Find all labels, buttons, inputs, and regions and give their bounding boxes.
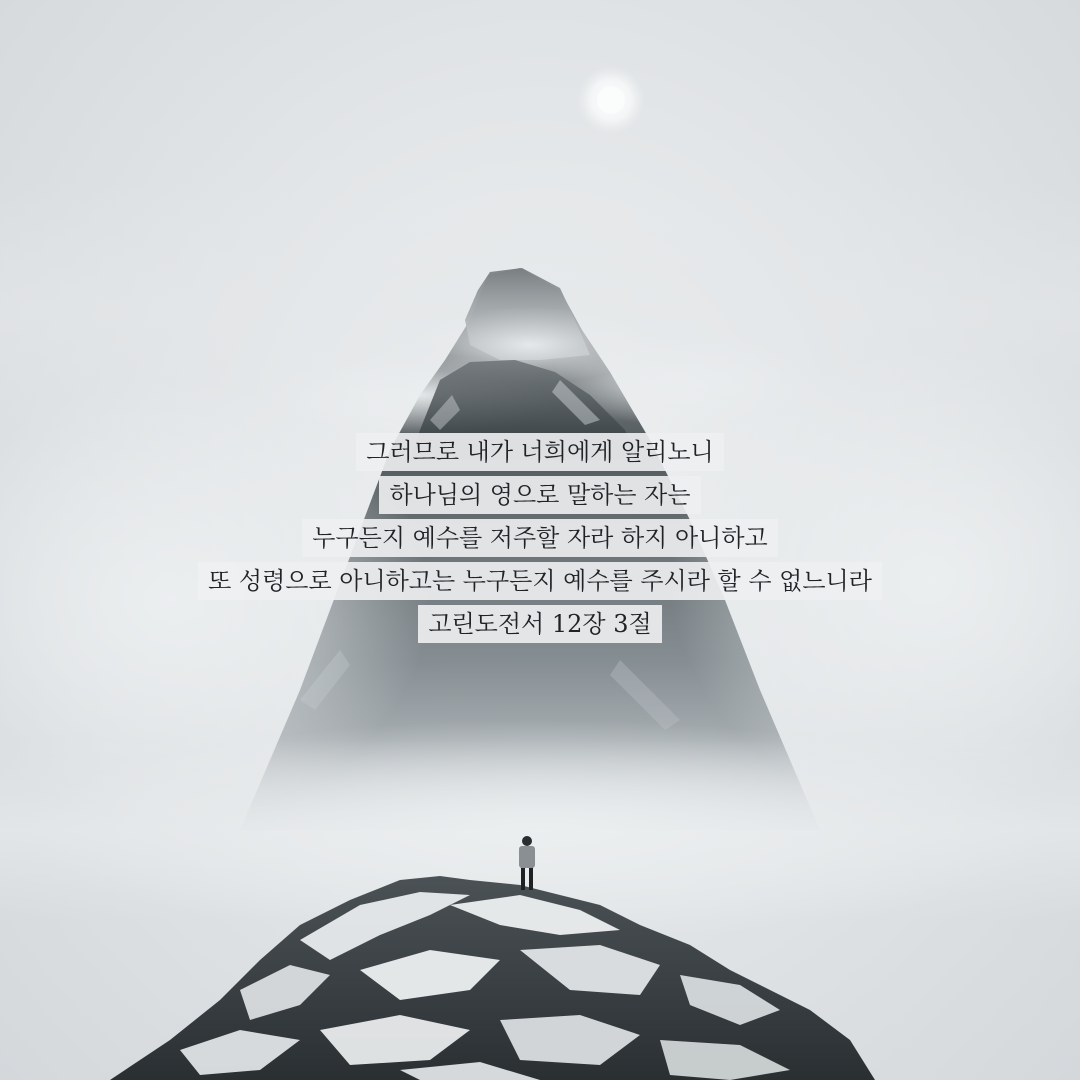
sun-disc	[597, 86, 625, 114]
verse-reference: 고린도전서 12장 3절	[418, 605, 661, 643]
verse-line-3: 누구든지 예수를 저주할 자라 하지 아니하고	[302, 519, 777, 557]
verse-caption	[0, 433, 1080, 643]
verse-line-4: 또 성령으로 아니하고는 누구든지 예수를 주시라 할 수 없느니라	[198, 562, 882, 600]
verse-line-1: 그러므로 내가 너희에게 알리노니	[356, 433, 723, 471]
verse-line-2: 하나님의 영으로 말하는 자는	[379, 476, 700, 514]
